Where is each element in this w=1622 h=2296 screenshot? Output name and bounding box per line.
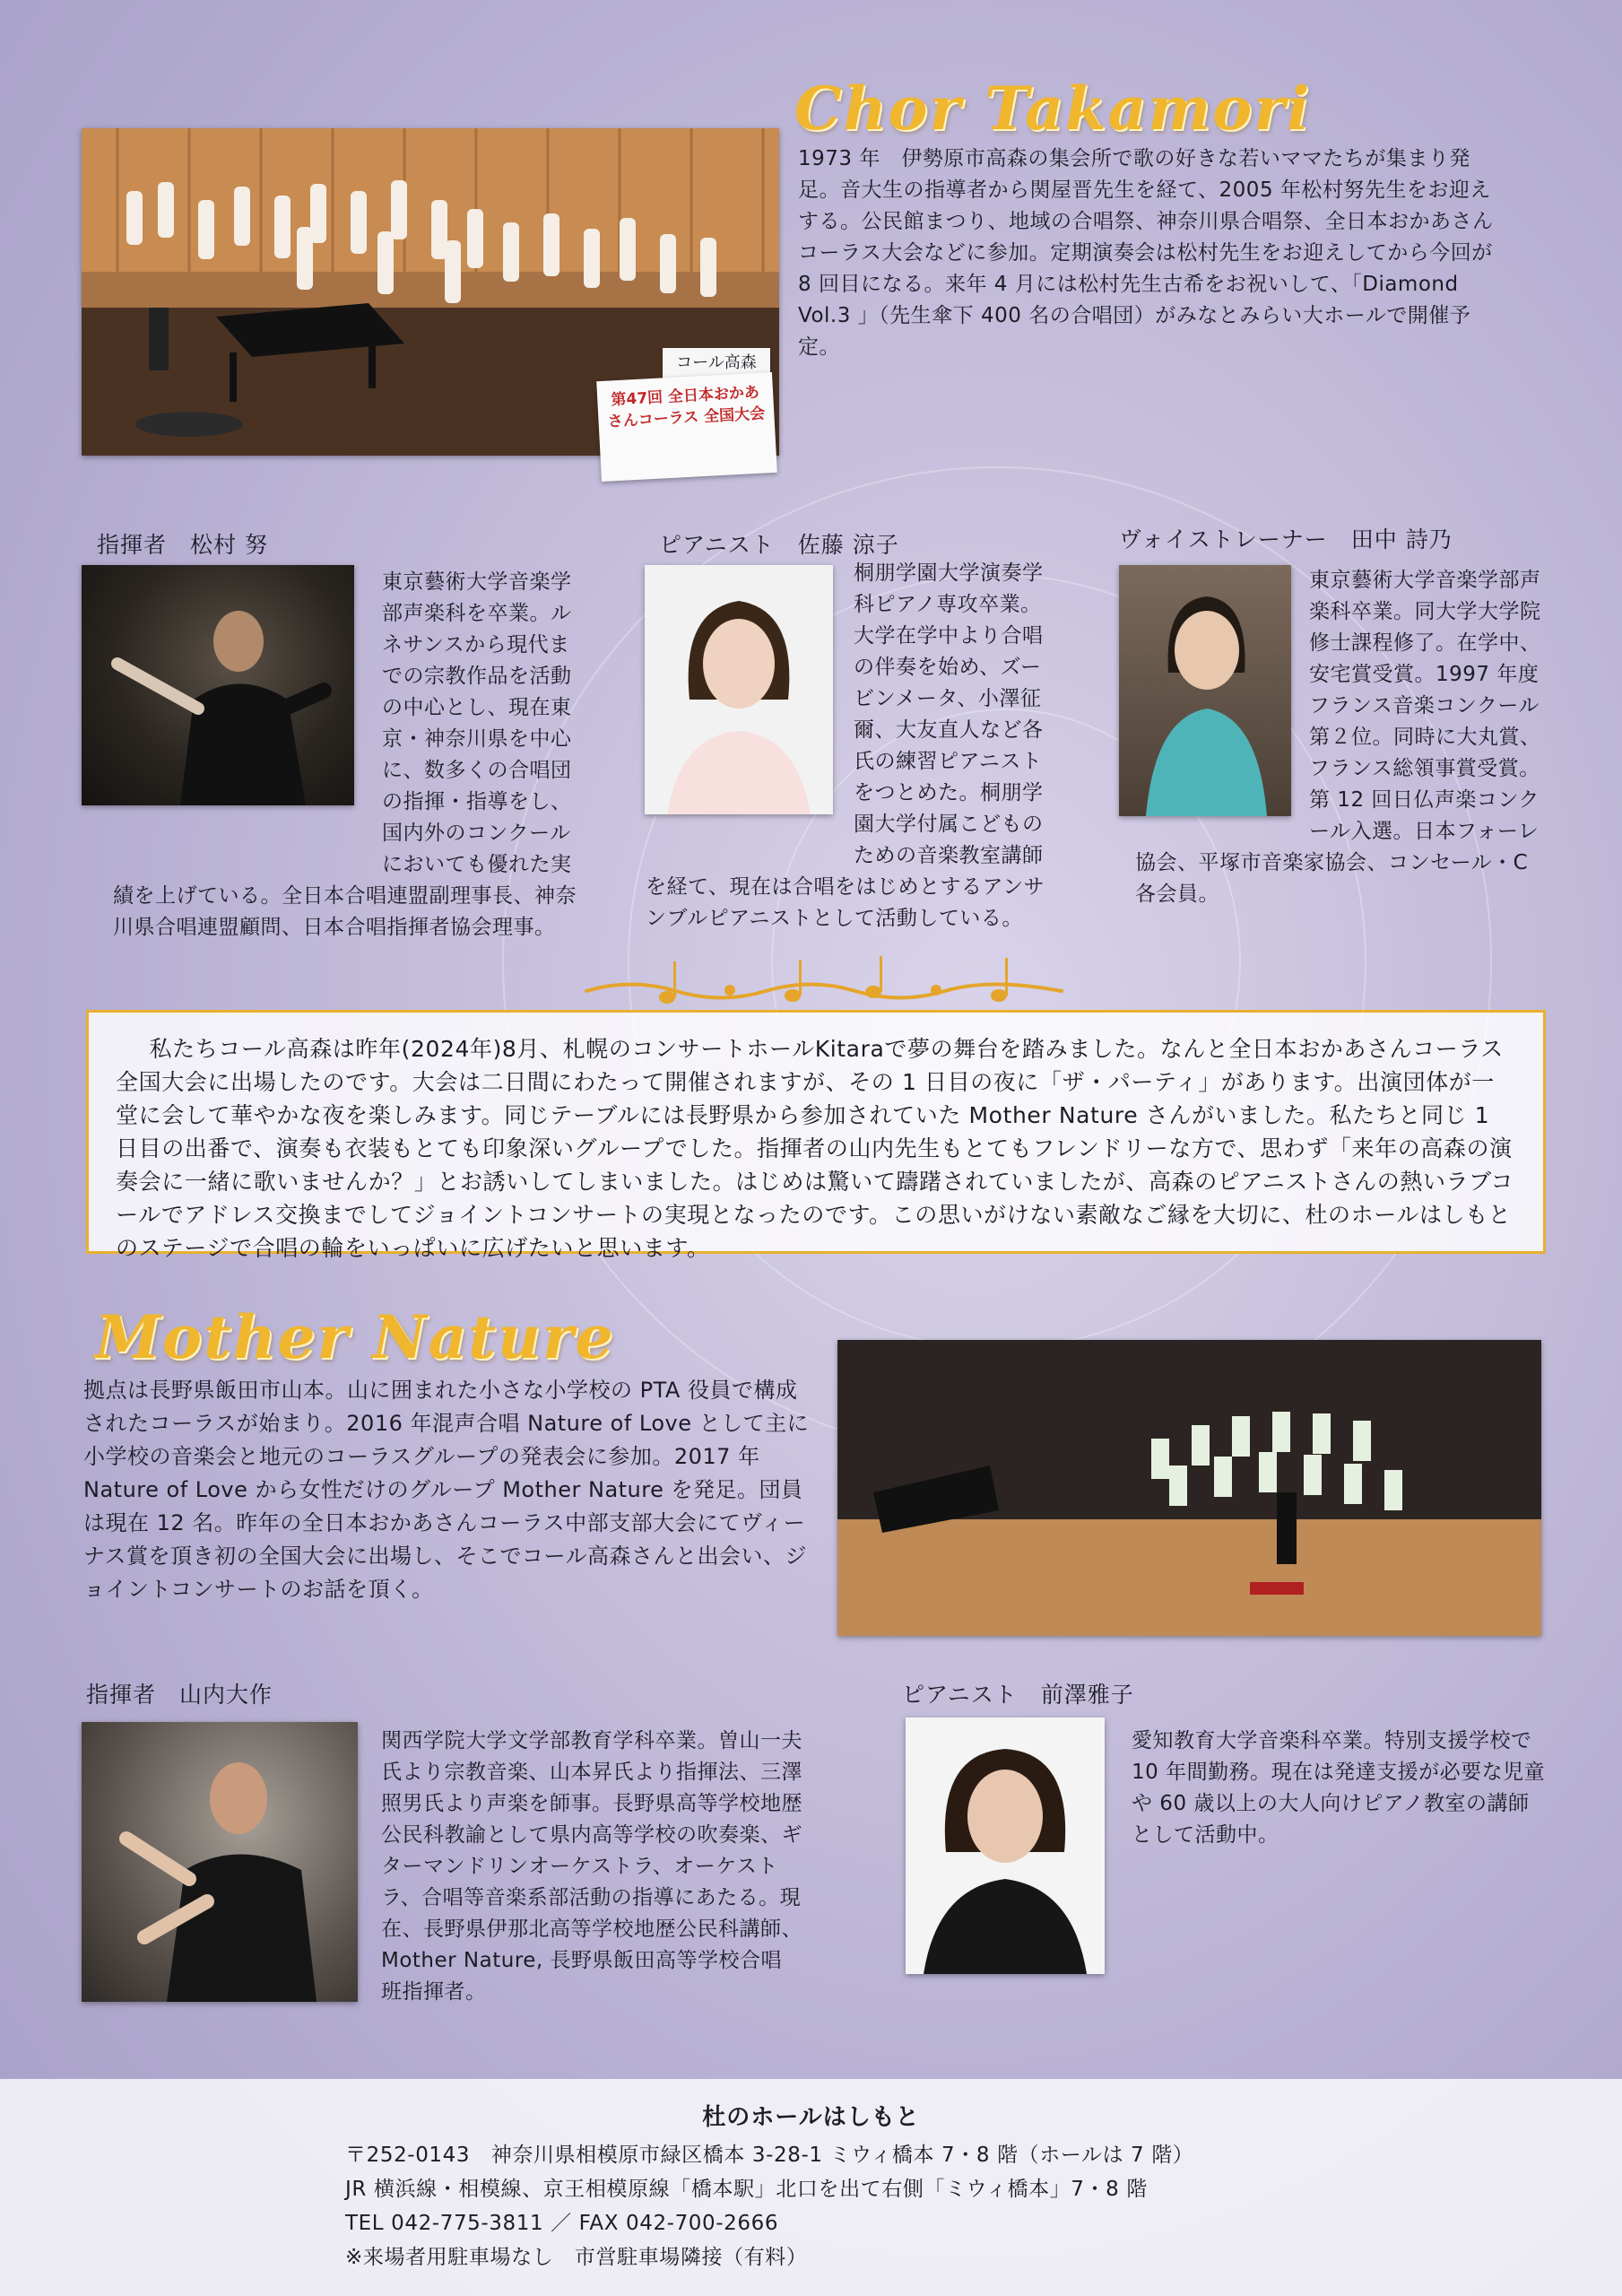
pianist-sato-heading: ピアニスト 佐藤 涼子 <box>659 532 899 558</box>
conductor-yamauchi-heading: 指揮者 山内大作 <box>86 1682 273 1708</box>
pianist-maezawa-bio: 愛知教育大学音楽科卒業。特別支援学校で 10 年間勤務。現在は発達支援が必要な児童や 60 歳以上の大人向けピアノ教室の講師として活動中。 <box>1132 1729 1546 1847</box>
voice-trainer-tanaka-bio-text: 東京藝術大学音楽学部声楽科卒業。同大学大学院修士課程修了。在学中、安宅賞受賞。1997 年度フランス音楽コンクール第２位。同時に大丸賞、フランス総領事賞受賞。第 12 回日仏声楽コンクール入選。日本フォーレ協会、平塚市音楽家協会、コンセール・C 各会員。 <box>1135 569 1541 906</box>
mother-nature-concert-photo <box>837 1340 1541 1636</box>
venue-parking: ※来場者用駐車場なし 市営駐車場隣接（有料） <box>345 2246 808 2269</box>
chor-takamori-title: Chor Takamori <box>794 74 1312 144</box>
pianist-maezawa-photo <box>906 1718 1105 1974</box>
mother-nature-description: 拠点は長野県飯田市山本。山に囲まれた小さな小学校の PTA 役員で構成されたコーラスが始まり。2016 年混声合唱 Nature of Love として主に小学校の音楽会と地元のコーラスグループの発表会に参加。2017 年 Nature of Love から女性だけのグループ Mother Nature を発足。団員は現在 12 名。昨年の全日本おかあさんコーラス中部支部大会にてヴィーナス賞を頂き初の全国大会に出場し、そこでコール高森さんと出会い、ジョイントコンサートのお話を頂く。 <box>83 1378 810 1602</box>
conductor-yamauchi-bio <box>157 1726 802 2032</box>
venue-name: 杜のホールはしもと <box>702 2104 920 2131</box>
venue-phone: TEL 042-775-3811 ／ FAX 042-700-2666 <box>345 2212 779 2235</box>
choir-name-sign: コール高森 <box>663 348 770 378</box>
joint-concert-message-box <box>86 1010 1546 1261</box>
venue-access: JR 横浜線・相模線、京王相模原線「橋本駅」北口を出て右側「ミウィ橋本」7・8 階 <box>345 2178 1148 2201</box>
mother-nature-stage-illustration <box>837 1340 1541 1636</box>
conductor-matsumura-bio <box>113 567 579 944</box>
musical-notes-ornament <box>577 951 1080 1013</box>
voice-trainer-tanaka-heading: ヴォイストレーナー 田中 詩乃 <box>1119 526 1453 552</box>
voice-trainer-tanaka-bio <box>1135 565 1549 910</box>
mother-nature-title: Mother Nature <box>95 1302 615 1372</box>
joint-concert-message: 私たちコール高森は昨年(2024年)8月、札幌のコンサートホールKitaraで夢の舞台を踏みました。なんと全日本おかあさんコーラス全国大会に出場したのです。大会は二日間にわたって開催されますが、その 1 日目の夜に「ザ・パーティ」があります。出演団体が一堂に会して華やかな夜を楽しみます。同じテーブルには長野県から参加されていた Mother Nature さんがいました。私たちと同じ 1 日目の出番で、演奏も衣装もとても印象深いグループでした。指揮者の山内先生もとてもフレンドリーな方で、思わず「来年の高森の演奏会に一緒に歌いませんか？」とお誘いしてしまいました。はじめは驚いて躊躇されていましたが、高森のピアニストさんの熱いラブコールでアドレス交換までしてジョイントコンサートの実現となったのです。この思いがけない素敵なご縁を大切に、杜のホールはしもとのステージで合唱の輪をいっぱいに広げたいと思います。 <box>116 1036 1514 1261</box>
pianist-sato-bio <box>646 558 1058 935</box>
pianist-maezawa-portrait <box>906 1718 1105 1974</box>
conductor-matsumura-bio-text: 東京藝術大学音楽学部声楽科を卒業。ルネサンスから現代までの宗教作品を活動の中心とし、現在東京・神奈川県を中心に、数多くの合唱団の指揮・指導をし、国内外のコンクールにおいても優れた実績を上げている。全日本合唱連盟副理事長、神奈川県合唱連盟顧問、日本合唱指揮者協会理事。 <box>113 570 577 939</box>
conductor-matsumura-heading: 指揮者 松村 努 <box>97 532 268 558</box>
pianist-sato-bio-text: 桐朋学園大学演奏学科ピアノ専攻卒業。大学在学中より合唱の伴奏を始め、ズービンメータ、小澤征爾、大友直人など各氏の練習ピアニストをつとめた。桐朋学園大学付属こどものための音楽教室講師を経て、現在は合唱をはじめとするアンサンブルピアニストとして活動している。 <box>646 561 1045 930</box>
pianist-maezawa-heading: ピアニスト 前澤雅子 <box>902 1682 1134 1708</box>
competition-sign-text: 第47回 全日本おかあさんコーラス 全国大会 <box>607 383 766 431</box>
chor-takamori-description: 1973 年 伊勢原市高森の集会所で歌の好きな若いママたちが集まり発足。音大生の指導者から関屋晋先生を経て、2005 年松村努先生をお迎えする。公民館まつり、地域の合唱祭、神奈川県合唱祭、全日本おかあさんコーラス大会などに参加。定期演奏会は松村先生をお迎えしてから今回が 8 回目になる。来年 4 月には松村先生古希をお祝いして、「Diamond Vol.3 」（先生傘下 400 名の合唱団）がみなとみらい大ホールで開催予定。 <box>798 147 1494 359</box>
competition-sign <box>596 372 777 482</box>
venue-address: 〒252-0143 神奈川県相模原市緑区橋本 3-28-1 ミウィ橋本 7・8 階（ホールは 7 階） <box>345 2144 1194 2167</box>
venue-footer <box>0 2079 1622 2296</box>
conductor-yamauchi-bio-text: 関西学院大学文学部教育学科卒業。曽山一夫氏より宗教音楽、山本昇氏より指揮法、三澤照男氏より声楽を師事。長野県高等学校地歴公民科教諭として県内高等学校の吹奏楽、ギターマンドリンオーケストラ、オーケストラ、合唱等音楽系部活動の指導にあたる。現在、長野県伊那北高等学校地歴公民科講師、Mother Nature, 長野県飯田高等学校合唱班指揮者。 <box>381 1729 802 2004</box>
